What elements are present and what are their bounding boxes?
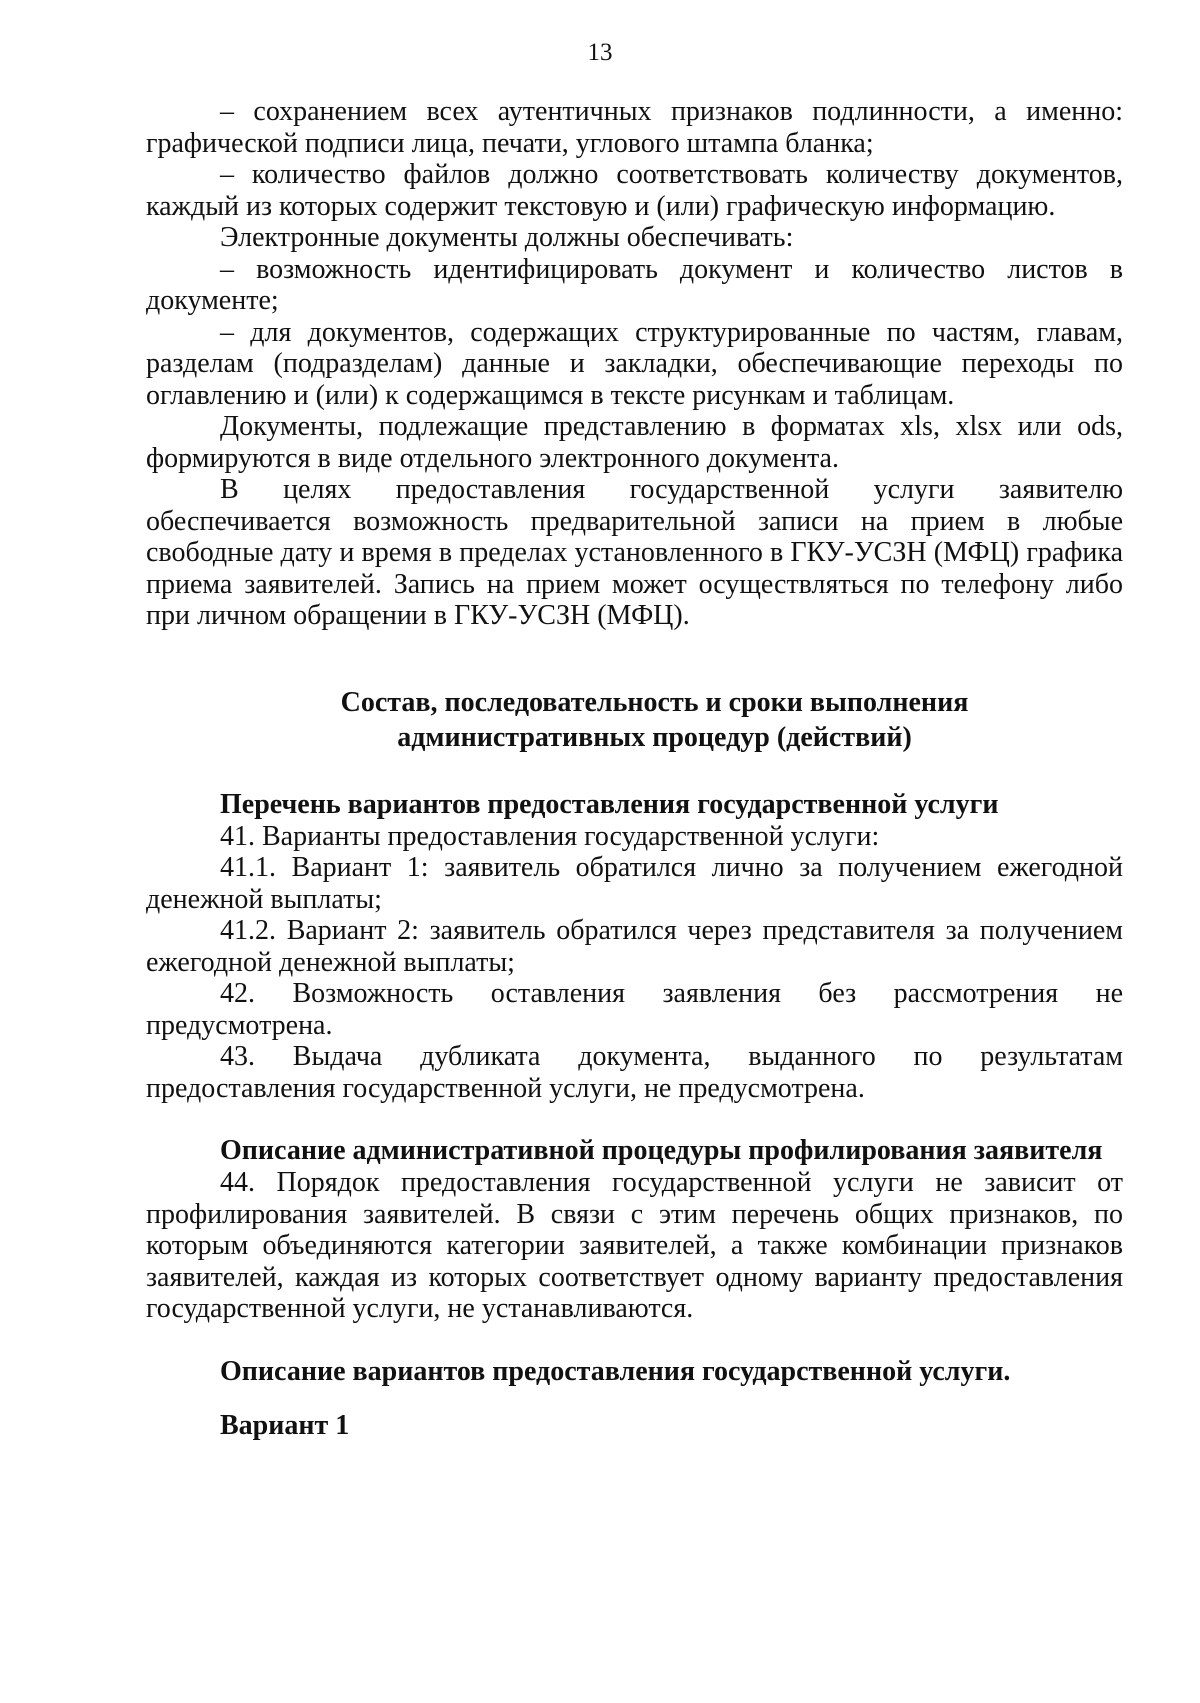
variants-description-heading: Описание вариантов предоставления государственной услуги. [220, 1355, 1011, 1387]
paragraph-43: 43. Выдача дубликата документа, выданного по результатам предоставления государственной услуги, не предусмотрена. [146, 1041, 1123, 1104]
paragraph-41-1: 41.1. Вариант 1: заявитель обратился лично за получением ежегодной денежной выплаты; [146, 852, 1123, 915]
page-number: 13 [587, 39, 613, 66]
paragraph-identify: – возможность идентифицировать документ и количество листов в документе; [146, 253, 1123, 316]
section-heading-line-2: административных процедур (действий) [397, 721, 912, 753]
spacer [146, 755, 1123, 789]
paragraph-44: 44. Порядок предоставления государственной услуги не зависит от профилирования заявителей. В связи с этим перечень общих признаков, по которым объединяются категории заявителей, а также комбинации признаков заявителей, каждая из которых соответствует одному варианту предоставления государственной услуги, не устанавливаются. [146, 1167, 1123, 1324]
paragraph-41: 41. Варианты предоставления государственной услуги: [220, 820, 880, 852]
spacer [146, 1104, 1123, 1135]
paragraph-formats: Документы, подлежащие представлению в форматах xls, xlsx или ods, формируются в виде отдельного электронного документа. [146, 411, 1123, 474]
profiling-heading: Описание административной процедуры профилирования заявителя [220, 1135, 1103, 1166]
paragraph-electronic-docs: Электронные документы должны обеспечивать: [220, 222, 794, 253]
spacer [146, 1388, 1123, 1410]
spacer [146, 632, 1123, 685]
paragraph-42: 42. Возможность оставления заявления без рассмотрения не предусмотрена. [146, 978, 1123, 1041]
document-body [146, 96, 1123, 1442]
paragraph-41-2: 41.2. Вариант 2: заявитель обратился через представителя за получением ежегодной денежной выплаты; [146, 915, 1123, 978]
paragraph-file-count: – количество файлов должно соответствовать количеству документов, каждый из которых содержит текстовую и (или) графическую информацию. [146, 159, 1123, 222]
spacer [146, 1325, 1123, 1356]
variant-1-heading: Вариант 1 [220, 1409, 350, 1441]
section-heading [146, 685, 1123, 755]
paragraph-authenticity: – сохранением всех аутентичных признаков подлинности, а именно: графической подписи лица, печати, углового штампа бланка; [146, 96, 1123, 159]
paragraph-structured: – для документов, содержащих структурированные по частям, главам, разделам (подразделам) данные и закладки, обеспечивающие переходы по оглавлению и (или) к содержащимся в тексте рисункам и таблицам. [146, 316, 1123, 411]
section-heading-line-1: Состав, последовательность и сроки выполнения [340, 686, 969, 718]
paragraph-appointment: В целях предоставления государственной услуги заявителю обеспечивается возможность предварительной записи на прием в любые свободные дату и время в пределах установленного в ГКУ-УСЗН (МФЦ) графика приема заявителей. Запись на прием может осуществляться по телефону либо при личном обращении в ГКУ-УСЗН (МФЦ). [146, 474, 1123, 631]
variants-list-heading: Перечень вариантов предоставления государственной услуги [220, 788, 999, 820]
